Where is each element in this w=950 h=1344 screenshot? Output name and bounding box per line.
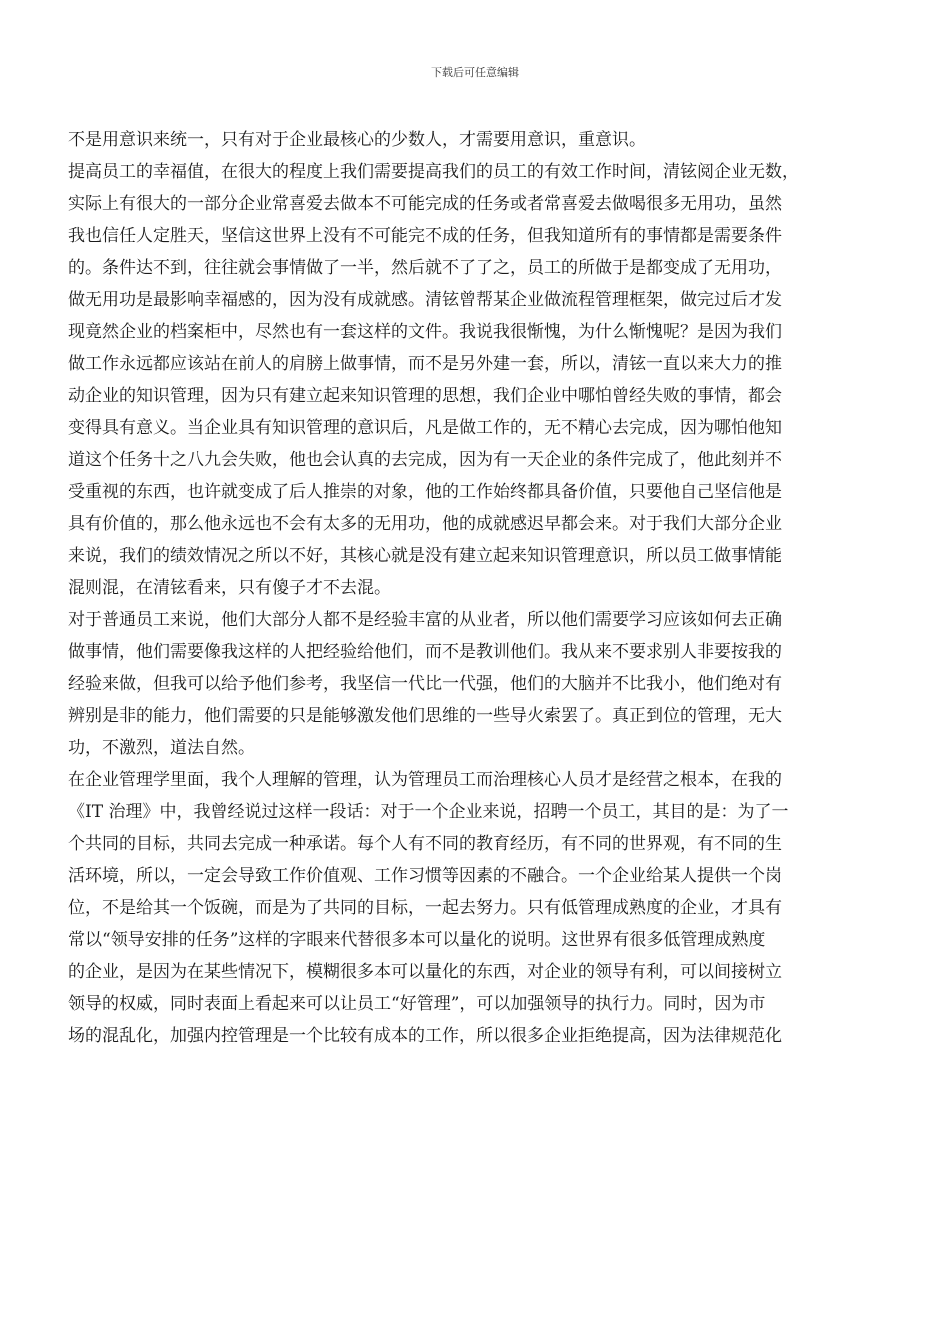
text-line: 位，不是给其一个饭碗，而是为了共同的目标，一起去努力。只有低管理成熟度的企业，才具有: [68, 898, 782, 918]
text-line: 在企业管理学里面，我个人理解的管理，认为管理员工而治理核心人员才是经营之根本，在我的: [68, 770, 782, 790]
text-line: 功，不激烈，道法自然。: [68, 738, 255, 758]
text-line: 领导的权威，同时表面上看起来可以让员工“好管理”，可以加强领导的执行力。同时，因为市: [68, 994, 766, 1014]
text-line: 提高员工的幸福值，在很大的程度上我们需要提高我们的员工的有效工作时间，清铉阅企业无数，: [68, 162, 799, 182]
text-line: 动企业的知识管理，因为只有建立起来知识管理的思想，我们企业中哪怕曾经失败的事情，都会: [68, 386, 782, 406]
text-line: 的企业，是因为在某些情况下，模糊很多本可以量化的东西，对企业的领导有利，可以间接树立: [68, 962, 782, 982]
text-line: 辨别是非的能力，他们需要的只是能够激发他们思维的一些导火索罢了。真正到位的管理，无大: [68, 706, 782, 726]
text-line: 做工作永远都应该站在前人的肩膀上做事情，而不是另外建一套，所以，清铉一直以来大力的推: [68, 354, 782, 374]
text-line: 《IT 治理》中，我曾经说过这样一段话：对于一个企业来说，招聘一个员工，其目的是：为了一: [68, 802, 789, 822]
text-line: 现竟然企业的档案柜中，尽然也有一套这样的文件。我说我很惭愧，为什么惭愧呢？是因为我们: [68, 322, 782, 342]
page-header: 下载后可任意编辑: [431, 66, 519, 79]
text-line: 的。条件达不到，往往就会事情做了一半，然后就不了了之，员工的所做于是都变成了无用功，: [68, 258, 782, 278]
text-line: 实际上有很大的一部分企业常喜爱去做本不可能完成的任务或者常喜爱去做喝很多无用功，虽然: [68, 194, 782, 214]
text-line: 场的混乱化，加强内控管理是一个比较有成本的工作，所以很多企业拒绝提高，因为法律规范化: [68, 1026, 782, 1046]
text-line: 受重视的东西，也许就变成了后人推崇的对象，他的工作始终都具备价值，只要他自己坚信他是: [68, 482, 782, 502]
text-line: 对于普通员工来说，他们大部分人都不是经验丰富的从业者，所以他们需要学习应该如何去正确: [68, 610, 782, 630]
text-line: 做无用功是最影响幸福感的，因为没有成就感。清铉曾帮某企业做流程管理框架，做完过后才发: [68, 290, 782, 310]
text-line: 我也信任人定胜天，坚信这世界上没有不可能完不成的任务，但我知道所有的事情都是需要条件: [68, 226, 782, 246]
document-body: [68, 124, 886, 1052]
text-line: 做事情，他们需要像我这样的人把经验给他们，而不是教训他们。我从来不要求别人非要按我的: [68, 642, 782, 662]
text-line: 经验来做，但我可以给予他们参考，我坚信一代比一代强，他们的大脑并不比我小，他们绝对有: [68, 674, 782, 694]
text-line: 变得具有意义。当企业具有知识管理的意识后，凡是做工作的，无不精心去完成，因为哪怕他知: [68, 418, 782, 438]
text-line: 个共同的目标，共同去完成一种承诺。每个人有不同的教育经历，有不同的世界观，有不同的生: [68, 834, 782, 854]
text-line: 常以“领导安排的任务”这样的字眼来代替很多本可以量化的说明。这世界有很多低管理成熟度: [68, 930, 766, 950]
text-line: 活环境，所以，一定会导致工作价值观、工作习惯等因素的不融合。一个企业给某人提供一个岗: [68, 866, 782, 886]
text-line: 道这个任务十之八九会失败，他也会认真的去完成，因为有一天企业的条件完成了，他此刻并不: [68, 450, 782, 470]
text-line: 来说，我们的绩效情况之所以不好，其核心就是没有建立起来知识管理意识，所以员工做事情能: [68, 546, 782, 566]
text-line: 具有价值的，那么他永远也不会有太多的无用功，他的成就感迟早都会来。对于我们大部分企业: [68, 514, 782, 534]
text-line: 混则混，在清铉看来，只有傻子才不去混。: [68, 578, 391, 598]
text-line: 不是用意识来统一，只有对于企业最核心的少数人，才需要用意识，重意识。: [68, 130, 646, 150]
